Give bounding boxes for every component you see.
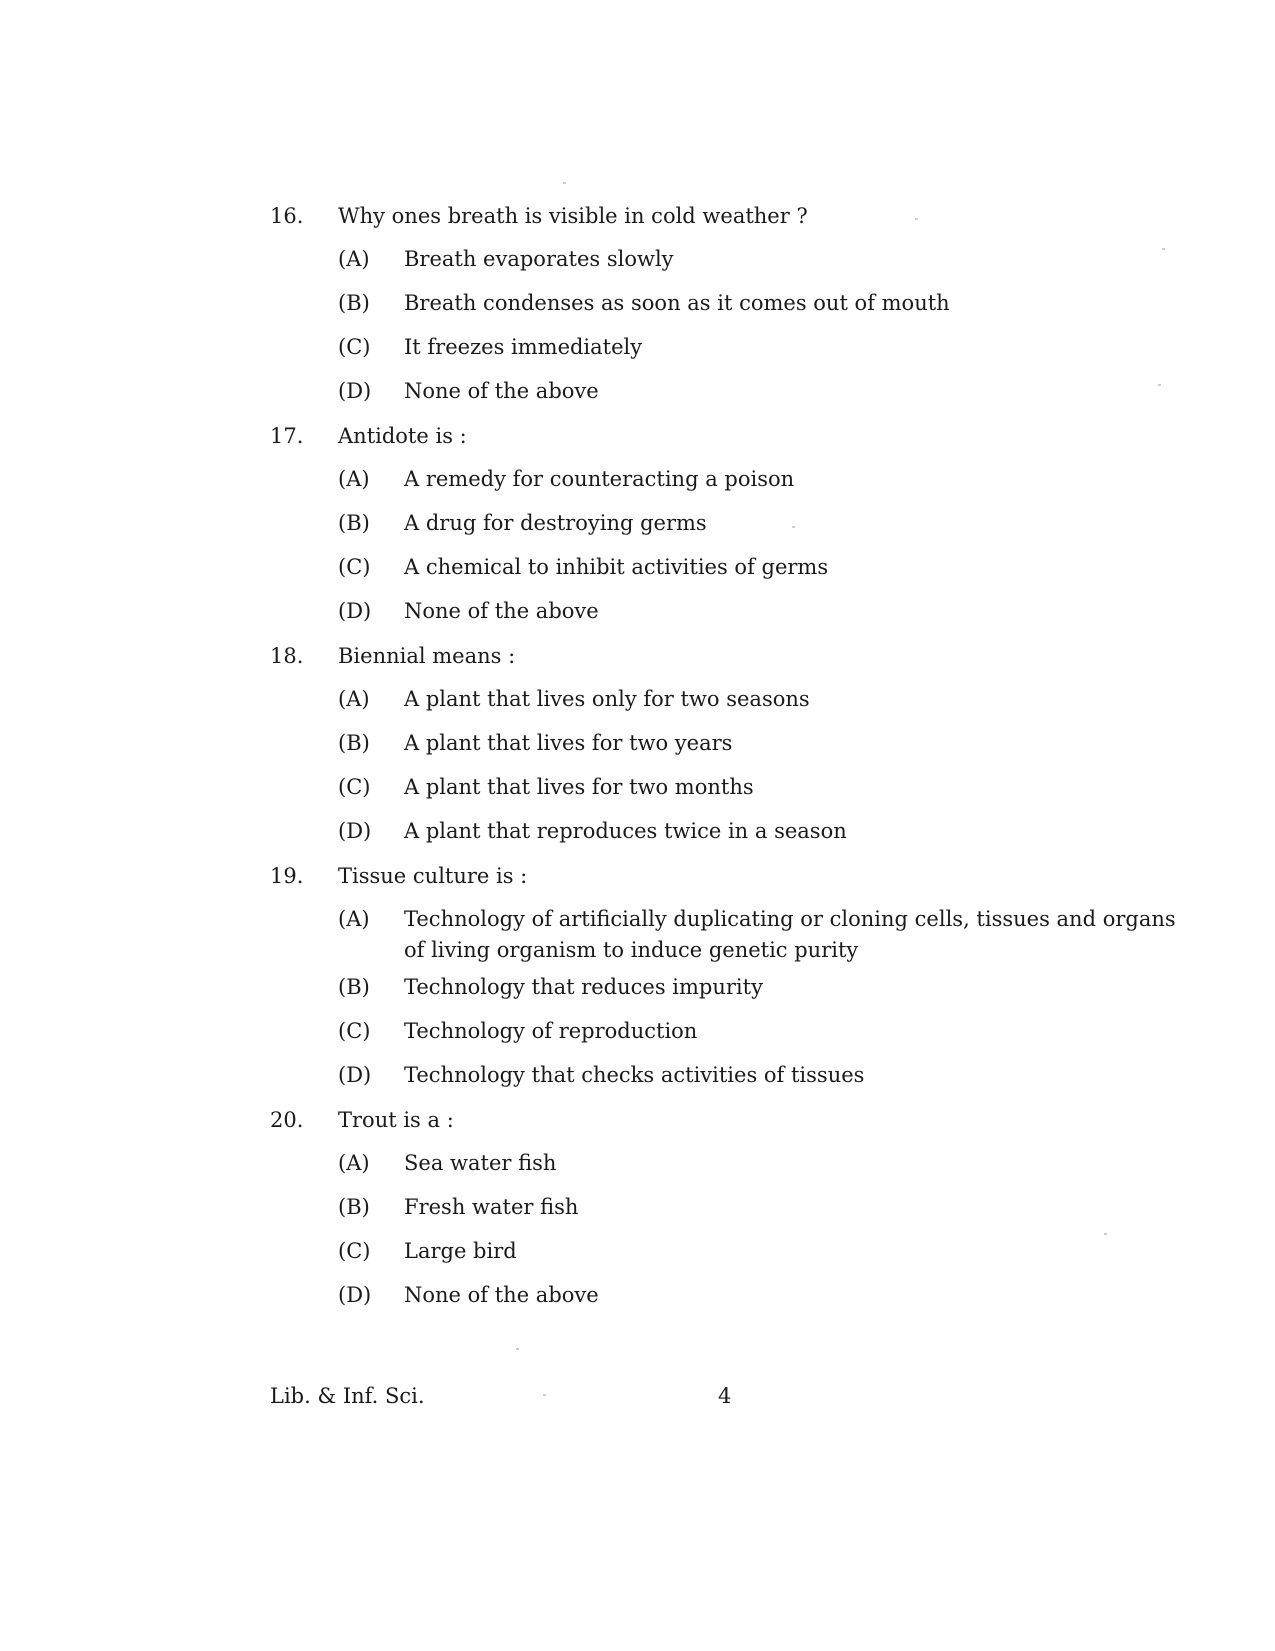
option-text: A plant that lives for two years [404,731,733,755]
scan-speck [543,1394,546,1396]
option-letter: (B) [338,975,370,999]
option-text: A chemical to inhibit activities of germs [404,555,829,579]
question-16 [270,203,1190,423]
option-letter: (C) [338,1239,371,1263]
option-letter: (D) [338,379,372,403]
question-header [270,863,1190,907]
option-c [338,555,1190,599]
option-text: Sea water fish [404,1151,557,1175]
option-letter: (A) [338,907,370,931]
option-letter: (D) [338,1063,372,1087]
option-c [338,1019,1190,1063]
option-text: Technology that reduces impurity [404,975,763,999]
option-c [338,775,1190,819]
option-letter: (B) [338,511,370,535]
option-text: Fresh water fish [404,1195,579,1219]
scan-speck [563,182,566,184]
scan-speck [915,218,918,220]
option-text: Breath evaporates slowly [404,247,674,271]
question-list [270,203,1190,1327]
option-text: A drug for destroying germs [404,511,707,535]
option-a [338,1151,1190,1195]
option-d [338,819,1190,863]
option-letter: (A) [338,687,370,711]
question-19 [270,863,1190,1107]
option-b [338,291,1190,335]
option-d [338,1063,1190,1107]
option-text: It freezes immediately [404,335,643,359]
scan-speck [1158,384,1161,386]
question-header [270,643,1190,687]
option-text: None of the above [404,1283,599,1307]
question-text: Why ones breath is visible in cold weather ? [338,204,808,228]
option-text: Large bird [404,1239,517,1263]
option-letter: (C) [338,555,371,579]
option-letter: (D) [338,819,372,843]
option-a [338,907,1190,975]
footer-subject: Lib. & Inf. Sci. [270,1384,425,1408]
question-20 [270,1107,1190,1327]
option-letter: (D) [338,1283,372,1307]
option-letter: (B) [338,291,370,315]
option-text: Technology of artificially duplicating or cloning cells, tissues and organs of living organism to induce genetic purity [404,907,1176,962]
question-number: 17. [270,424,304,448]
question-number: 16. [270,204,304,228]
option-text: None of the above [404,379,599,403]
question-number: 20. [270,1108,304,1132]
option-text: A plant that lives for two months [404,775,754,799]
question-text: Biennial means : [338,644,516,668]
option-text: A remedy for counteracting a poison [404,467,795,491]
option-d [338,379,1190,423]
question-text: Antidote is : [338,424,467,448]
option-text: A plant that reproduces twice in a season [404,819,847,843]
option-text: Breath condenses as soon as it comes out of mouth [404,291,950,315]
option-b [338,975,1190,1019]
option-letter: (C) [338,1019,371,1043]
option-c [338,335,1190,379]
option-letter: (A) [338,1151,370,1175]
option-b [338,1195,1190,1239]
option-text: Technology of reproduction [404,1019,698,1043]
option-d [338,599,1190,643]
option-letter: (D) [338,599,372,623]
option-letter: (C) [338,335,371,359]
question-number: 19. [270,864,304,888]
option-text: None of the above [404,599,599,623]
option-letter: (B) [338,1195,370,1219]
scan-speck [1162,248,1165,250]
option-letter: (A) [338,247,370,271]
option-a [338,247,1190,291]
option-a [338,687,1190,731]
option-b [338,511,1190,555]
option-d [338,1283,1190,1327]
question-text: Tissue culture is : [338,864,528,888]
option-letter: (C) [338,775,371,799]
scan-speck [1104,1233,1107,1235]
option-c [338,1239,1190,1283]
option-letter: (A) [338,467,370,491]
option-text: Technology that checks activities of tissues [404,1063,865,1087]
question-header [270,423,1190,467]
option-text: A plant that lives only for two seasons [404,687,810,711]
scan-speck [792,526,795,528]
page-number: 4 [718,1384,732,1408]
question-text: Trout is a : [338,1108,454,1132]
question-17 [270,423,1190,643]
option-a [338,467,1190,511]
option-b [338,731,1190,775]
option-letter: (B) [338,731,370,755]
scan-speck [516,1348,519,1350]
question-18 [270,643,1190,863]
question-number: 18. [270,644,304,668]
question-header [270,203,1190,247]
question-header [270,1107,1190,1151]
